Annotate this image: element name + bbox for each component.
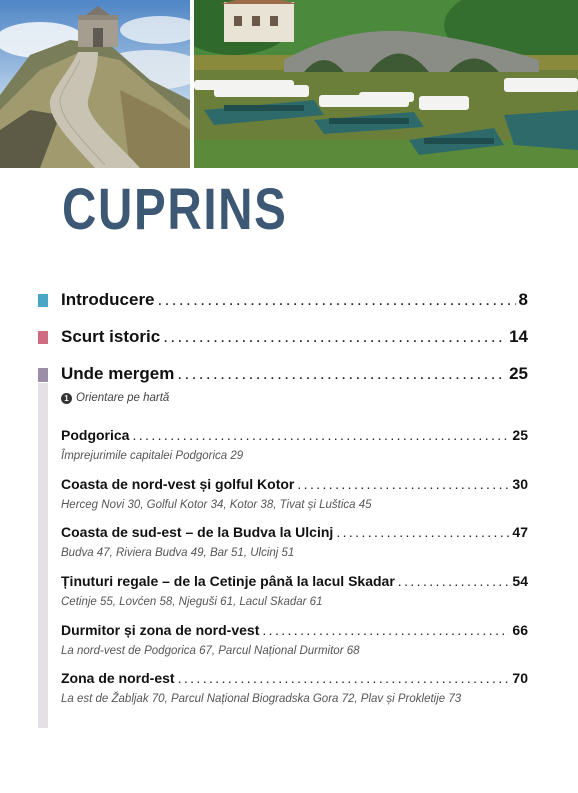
page-title: CUPRINS — [62, 177, 288, 242]
entry-label: Scurt istoric — [61, 327, 161, 346]
toc-subentry[interactable] — [61, 622, 528, 638]
toc-subentry[interactable] — [61, 670, 528, 686]
dot-leader — [132, 427, 509, 443]
subentry-page: 54 — [512, 573, 528, 589]
toc-subentry[interactable] — [61, 573, 528, 589]
dot-leader — [336, 524, 509, 540]
subentry-label: Ținuturi regale – de la Cetinje până la lacul Skadar — [61, 573, 395, 589]
unde-mergem-marker — [38, 368, 48, 382]
subentry-page: 66 — [512, 622, 528, 638]
section-line — [38, 383, 48, 728]
toc-entry-unde-mergem[interactable] — [61, 364, 528, 384]
dot-leader — [297, 476, 509, 492]
entry-page: 14 — [509, 327, 528, 346]
subentry-label: Zona de nord-est — [61, 670, 175, 686]
subentry-page: 70 — [512, 670, 528, 686]
istoric-marker — [38, 331, 48, 344]
toc-subentry[interactable] — [61, 524, 528, 540]
subentry-desc: La nord-vest de Podgorica 67, Parcul Național Durmitor 68 — [61, 645, 360, 657]
toc-entry-introducere[interactable] — [61, 290, 528, 310]
toc-entry-scurt-istoric[interactable] — [61, 327, 528, 347]
subentry-desc: Budva 47, Riviera Budva 49, Bar 51, Ulcinj 51 — [61, 547, 295, 559]
subentry-desc: Împrejurimile capitalei Podgorica 29 — [61, 450, 244, 462]
subentry-desc: Herceg Novi 30, Golful Kotor 34, Kotor 38, Tivat și Luštica 45 — [61, 499, 372, 511]
subentry-desc: Cetinje 55, Lovćen 58, Njeguši 61, Lacul Skadar 61 — [61, 596, 323, 608]
subentry-page: 30 — [512, 476, 528, 492]
entry-label: Unde mergem — [61, 364, 175, 383]
subentry-label: Coasta de nord-vest și golful Kotor — [61, 476, 295, 492]
number-badge: 1 — [61, 393, 72, 404]
entry-page: 8 — [518, 290, 528, 309]
dot-leader — [158, 290, 516, 310]
map-note — [61, 392, 169, 404]
note-text: Orientare pe hartă — [76, 392, 170, 404]
dot-leader — [178, 670, 510, 686]
dot-leader — [177, 364, 506, 384]
subentry-label: Durmitor și zona de nord-vest — [61, 622, 260, 638]
entry-label: Introducere — [61, 290, 155, 309]
dot-leader — [398, 573, 510, 589]
toc-subentry[interactable] — [61, 476, 528, 492]
dot-leader — [163, 327, 506, 347]
entry-page: 25 — [509, 364, 528, 383]
subentry-page: 47 — [512, 524, 528, 540]
dot-leader — [262, 622, 509, 638]
subentry-page: 25 — [512, 427, 528, 443]
subentry-label: Podgorica — [61, 427, 130, 443]
introducere-marker — [38, 294, 48, 307]
subentry-label: Coasta de sud-est – de la Budva la Ulcinj — [61, 524, 334, 540]
toc-subentry[interactable] — [61, 427, 528, 443]
subentry-desc: La est de Žabljak 70, Parcul Național Biogradska Gora 72, Plav și Prokletije 73 — [61, 693, 462, 705]
